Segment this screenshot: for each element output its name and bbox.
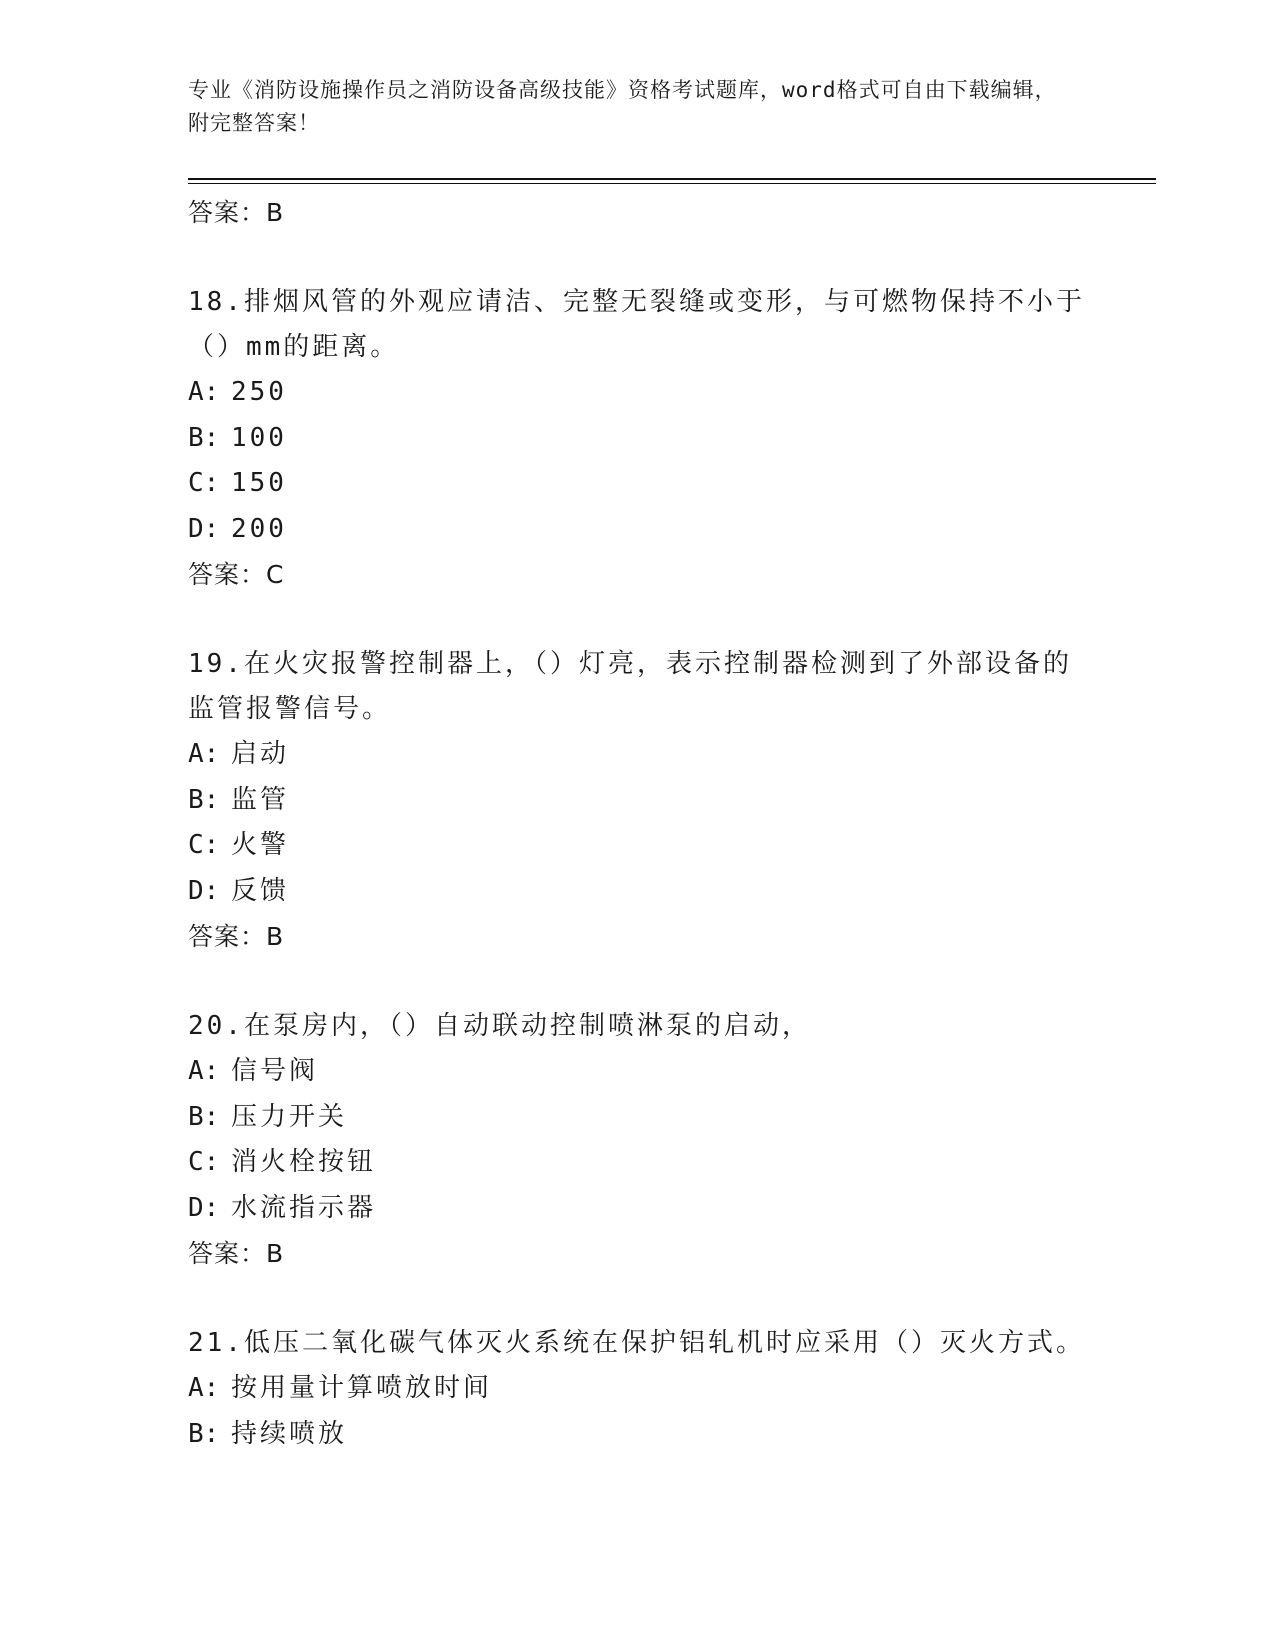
option-text: 信号阀 — [231, 1056, 319, 1086]
spacer — [188, 1277, 1088, 1321]
header-divider-thick — [188, 178, 1156, 180]
option-text: 反馈 — [231, 875, 290, 906]
option-letter: C: — [188, 830, 220, 860]
spacer — [188, 960, 1088, 1004]
option-letter: C: — [188, 468, 220, 498]
option-letter: B: — [188, 422, 220, 453]
option-text: 持续喷放 — [231, 1418, 348, 1449]
option-letter: B: — [188, 1101, 220, 1132]
option-a — [188, 732, 1088, 778]
option-d — [188, 507, 1088, 553]
option-letter: A: — [188, 1056, 220, 1086]
option-text: 250 — [231, 377, 287, 407]
option-c — [188, 1140, 1088, 1186]
option-text: 监管 — [231, 784, 290, 815]
header-intro-text: 专业《消防设施操作员之消防设备高级技能》资格考试题库，word格式可自由下载编辑，附完整答案！ — [188, 78, 1057, 135]
option-text: 消火栓按钮 — [231, 1147, 377, 1177]
option-letter: D: — [188, 875, 220, 906]
option-letter: C: — [188, 1147, 220, 1177]
option-text: 火警 — [231, 830, 290, 860]
spacer — [188, 236, 1088, 280]
option-text: 100 — [231, 422, 287, 453]
question-text: 19.在火灾报警控制器上，（）灯亮，表示控制器检测到了外部设备的监管报警信号。 — [188, 649, 1072, 724]
option-letter: B: — [188, 784, 220, 815]
option-text: 压力开关 — [231, 1101, 348, 1132]
option-b — [188, 416, 1088, 462]
option-a — [188, 1366, 1088, 1412]
option-c — [188, 823, 1088, 869]
question-list — [188, 190, 1088, 1457]
option-d — [188, 869, 1088, 915]
answer: 答案：B — [188, 922, 285, 951]
option-letter: D: — [188, 513, 220, 544]
question-18 — [188, 280, 1088, 598]
option-text: 水流指示器 — [231, 1192, 377, 1223]
answer: 答案：C — [188, 560, 285, 589]
option-d — [188, 1186, 1088, 1232]
question-text: 21.低压二氧化碳气体灭火系统在保护铝轧机时应采用（）灭火方式。 — [188, 1328, 1085, 1358]
option-letter: B: — [188, 1418, 220, 1449]
question-text: 20.在泵房内，（）自动联动控制喷淋泵的启动， — [188, 1011, 811, 1041]
option-text: 按用量计算喷放时间 — [231, 1373, 493, 1403]
header-divider-thin — [188, 183, 1156, 184]
option-letter: A: — [188, 1373, 220, 1403]
option-text: 150 — [231, 468, 287, 498]
option-c — [188, 461, 1088, 507]
option-letter: A: — [188, 377, 220, 407]
question-text: 18.排烟风管的外观应请洁、完整无裂缝或变形，与可燃物保持不小于（）mm的距离。 — [188, 287, 1085, 362]
question-21 — [188, 1321, 1088, 1457]
option-a — [188, 370, 1088, 416]
question-19 — [188, 642, 1088, 960]
option-a — [188, 1049, 1088, 1095]
option-text: 启动 — [231, 739, 290, 769]
option-letter: D: — [188, 1192, 220, 1223]
spacer — [188, 598, 1088, 642]
option-b — [188, 778, 1088, 824]
question-20 — [188, 1004, 1088, 1277]
previous-answer: 答案：B — [188, 198, 285, 227]
option-letter: A: — [188, 739, 220, 769]
option-b — [188, 1412, 1088, 1458]
option-text: 200 — [231, 513, 287, 544]
document-header — [188, 74, 1068, 140]
answer: 答案：B — [188, 1239, 285, 1268]
option-b — [188, 1095, 1088, 1141]
